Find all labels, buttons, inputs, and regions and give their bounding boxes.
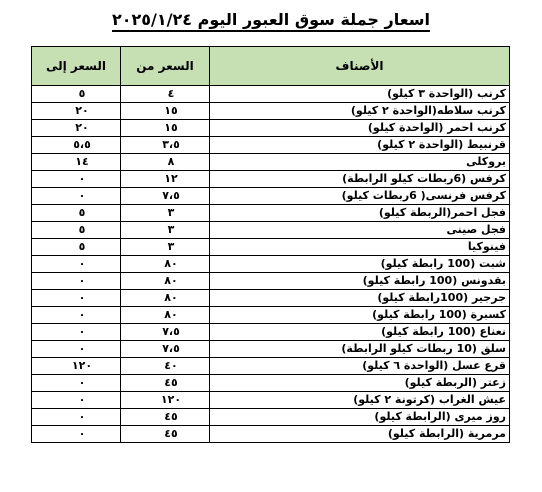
price-from-value: ٣ <box>167 240 175 253</box>
item-name-cell: روز ميرى (الرابطة كيلو) <box>210 409 510 426</box>
price-to-cell <box>32 222 121 239</box>
header-row <box>32 47 510 86</box>
price-to-value: ٥ <box>78 87 86 100</box>
price-to-value: ٠ <box>78 291 86 304</box>
price-from-value: ٨٠ <box>164 257 178 270</box>
price-to-cell <box>32 239 121 256</box>
item-name-cell: شبت (100 رابطة كيلو) <box>210 256 510 273</box>
price-to-value: ٥،٥ <box>73 138 91 151</box>
price-to-cell <box>32 409 121 426</box>
price-from-value: ٣ <box>167 223 175 236</box>
price-to-value: ٠ <box>78 427 86 440</box>
price-from-value: ٤٥ <box>164 376 178 389</box>
table-row <box>32 375 510 392</box>
item-name-cell: قرع عسل (الواحدة ٦ كيلو) <box>210 358 510 375</box>
table-row <box>32 205 510 222</box>
price-to-value: ٠ <box>78 410 86 423</box>
price-to-cell <box>32 137 121 154</box>
table-row <box>32 307 510 324</box>
price-from-value: ١٥ <box>164 121 178 134</box>
price-from-cell <box>121 409 210 426</box>
price-from-value: ٧،٥ <box>162 342 180 355</box>
price-from-value: ١٢٠ <box>160 393 182 406</box>
item-name-cell: كرفس (6ربطات كيلو الرابطة) <box>210 171 510 188</box>
price-from-cell <box>121 171 210 188</box>
price-from-value: ١٥ <box>164 104 178 117</box>
price-to-cell <box>32 171 121 188</box>
table-row <box>32 341 510 358</box>
price-to-value: ٠ <box>78 189 86 202</box>
price-from-cell <box>121 205 210 222</box>
price-from-value: ٣ <box>167 206 175 219</box>
price-to-value: ٠ <box>78 376 86 389</box>
price-to-cell <box>32 273 121 290</box>
price-from-value: ٤٥ <box>164 410 178 423</box>
price-from-cell <box>121 341 210 358</box>
item-name-cell: زعتر (الربطة كيلو) <box>210 375 510 392</box>
price-from-value: ٣،٥ <box>162 138 180 151</box>
price-to-cell <box>32 358 121 375</box>
table-row <box>32 222 510 239</box>
price-to-value: ٠ <box>78 342 86 355</box>
price-to-value: ٠ <box>78 325 86 338</box>
price-to-value: ١٢٠ <box>71 359 93 372</box>
item-name-cell: جرجير (100رابطة كيلو) <box>210 290 510 307</box>
table-row <box>32 86 510 103</box>
page-title-text: اسعار جملة سوق العبور اليوم ٢٠٢٥/١/٢٤ <box>112 10 430 32</box>
item-name-cell: فجل صينى <box>210 222 510 239</box>
price-from-cell <box>121 324 210 341</box>
item-name-cell: مرمرية (الرابطة كيلو) <box>210 426 510 443</box>
item-name-cell: كرنب سلاطه(الواحدة ٢ كيلو) <box>210 103 510 120</box>
item-name-cell: بقدونس (100 رابطة كيلو) <box>210 273 510 290</box>
price-to-value: ٠ <box>78 274 86 287</box>
table-row <box>32 239 510 256</box>
price-to-cell <box>32 392 121 409</box>
price-from-cell <box>121 256 210 273</box>
header-price-from: السعر من <box>121 47 210 86</box>
price-table <box>31 46 510 443</box>
price-from-cell <box>121 375 210 392</box>
item-name-cell: كرفس فرنسى( 6ربطات كيلو) <box>210 188 510 205</box>
price-to-cell <box>32 307 121 324</box>
item-name-cell: فجل احمر(الربطة كيلو) <box>210 205 510 222</box>
table-header <box>32 47 510 86</box>
table-row <box>32 409 510 426</box>
price-from-cell <box>121 290 210 307</box>
price-to-cell <box>32 205 121 222</box>
price-from-value: ٨٠ <box>164 291 178 304</box>
price-from-cell <box>121 307 210 324</box>
table-row <box>32 392 510 409</box>
page-title <box>0 10 542 36</box>
price-from-cell <box>121 120 210 137</box>
item-name-cell: عيش الغراب (كرتونة ٢ كيلو) <box>210 392 510 409</box>
price-to-value: ٠ <box>78 308 86 321</box>
item-name-cell: كسبرة (100 رابطة كيلو) <box>210 307 510 324</box>
price-from-cell <box>121 222 210 239</box>
price-to-value: ٥ <box>78 223 86 236</box>
item-name-cell: قرنبيط (الواحدة ٢ كيلو) <box>210 137 510 154</box>
price-to-cell <box>32 154 121 171</box>
table-row <box>32 358 510 375</box>
price-to-value: ٢٠ <box>75 104 89 117</box>
price-from-value: ١٢ <box>164 172 178 185</box>
price-from-value: ٤٥ <box>164 427 178 440</box>
price-to-value: ٢٠ <box>75 121 89 134</box>
price-to-value: ٠ <box>78 172 86 185</box>
item-name-cell: سلق (10 ربطات كيلو الرابطة) <box>210 341 510 358</box>
item-name-cell: كرنب احمر (الواحدة كيلو) <box>210 120 510 137</box>
price-to-cell <box>32 188 121 205</box>
table-row <box>32 426 510 443</box>
item-name-cell: فينوكيا <box>210 239 510 256</box>
price-to-cell <box>32 375 121 392</box>
table-row <box>32 273 510 290</box>
price-to-cell <box>32 103 121 120</box>
table-row <box>32 154 510 171</box>
table-row <box>32 324 510 341</box>
price-from-cell <box>121 86 210 103</box>
price-from-cell <box>121 426 210 443</box>
price-from-cell <box>121 188 210 205</box>
table-row <box>32 256 510 273</box>
price-from-cell <box>121 154 210 171</box>
price-from-cell <box>121 239 210 256</box>
price-to-value: ٠ <box>78 393 86 406</box>
table-row <box>32 137 510 154</box>
item-name-cell: نعناع (100 رابطة كيلو) <box>210 324 510 341</box>
item-name-cell: كرنب (الواحدة ٣ كيلو) <box>210 86 510 103</box>
price-from-value: ٨٠ <box>164 274 178 287</box>
price-from-cell <box>121 137 210 154</box>
price-to-value: ٠ <box>78 257 86 270</box>
item-name-cell: بروكلى <box>210 154 510 171</box>
price-from-value: ٧،٥ <box>162 325 180 338</box>
table-row <box>32 188 510 205</box>
price-from-cell <box>121 358 210 375</box>
price-from-value: ٤٠ <box>164 359 178 372</box>
price-to-cell <box>32 426 121 443</box>
price-to-cell <box>32 86 121 103</box>
table-body <box>32 86 510 443</box>
price-from-value: ٧،٥ <box>162 189 180 202</box>
price-from-cell <box>121 392 210 409</box>
price-to-cell <box>32 120 121 137</box>
header-items: الأصناف <box>210 47 510 86</box>
table-row <box>32 103 510 120</box>
table-row <box>32 171 510 188</box>
price-to-cell <box>32 341 121 358</box>
price-to-cell <box>32 324 121 341</box>
price-from-value: ٨٠ <box>164 308 178 321</box>
price-to-value: ٥ <box>78 206 86 219</box>
table-row <box>32 120 510 137</box>
table-row <box>32 290 510 307</box>
header-price-to: السعر إلى <box>32 47 121 86</box>
price-from-cell <box>121 103 210 120</box>
price-from-value: ٨ <box>167 155 175 168</box>
price-to-value: ١٤ <box>75 155 89 168</box>
price-from-cell <box>121 273 210 290</box>
price-to-cell <box>32 290 121 307</box>
price-from-value: ٤ <box>167 87 175 100</box>
price-to-cell <box>32 256 121 273</box>
price-to-value: ٥ <box>78 240 86 253</box>
